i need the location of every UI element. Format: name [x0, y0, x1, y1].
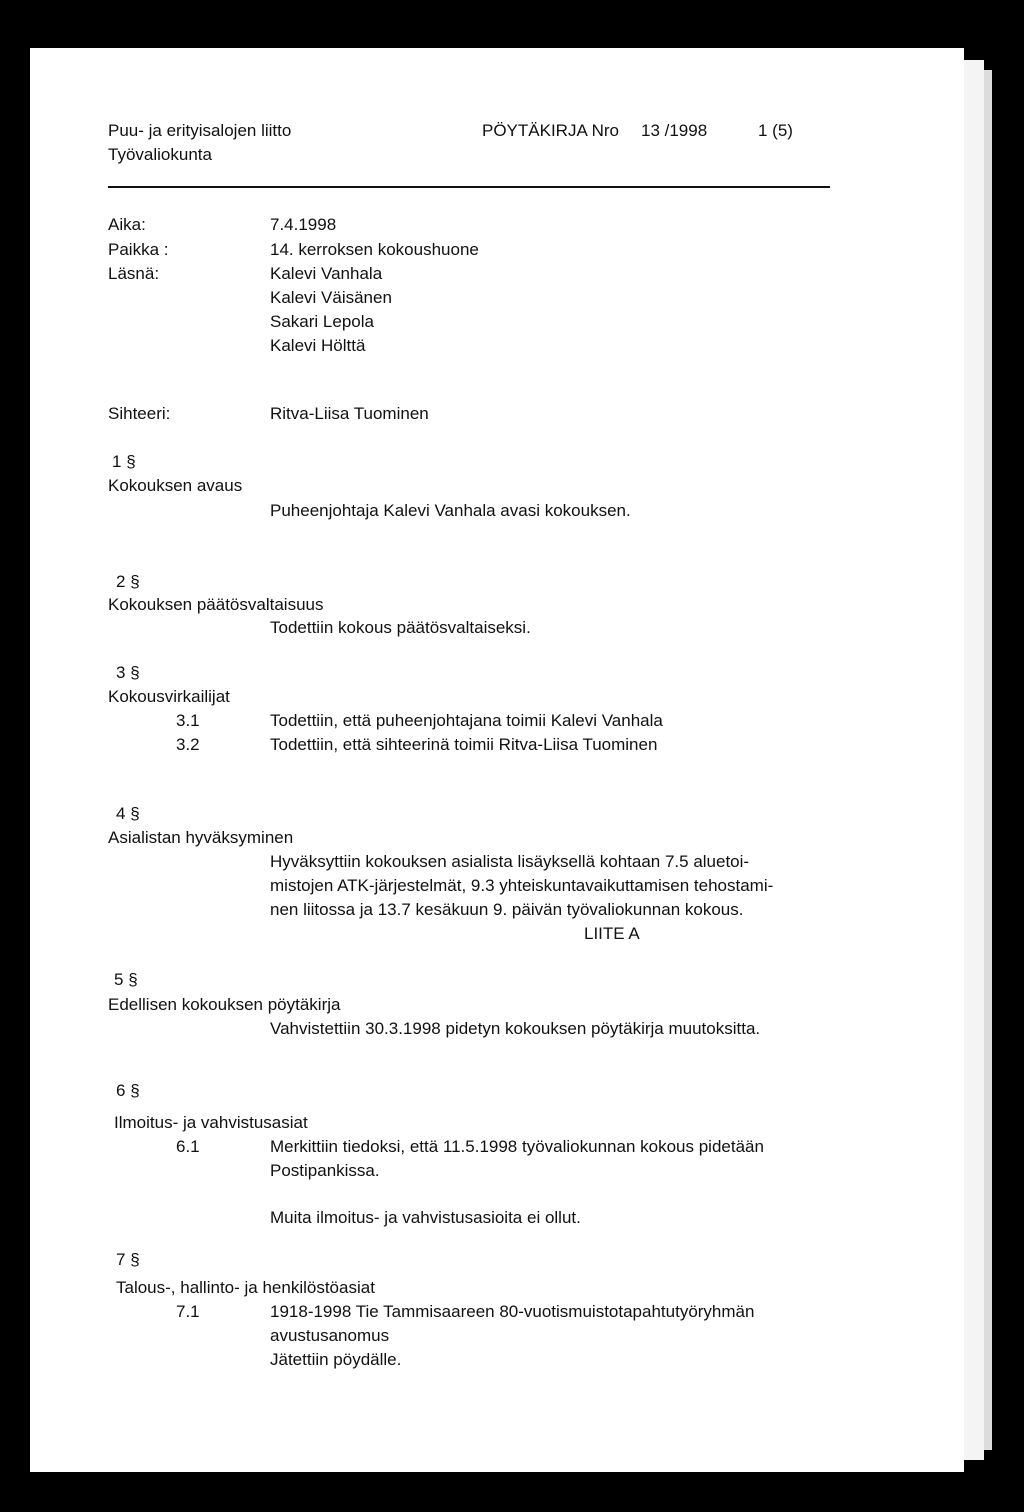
section-text-line: Hyväksyttiin kokouksen asialista lisäyksellä kohtaan 7.5 aluetoi- — [270, 852, 750, 871]
item-text: Postipankissa. — [270, 1161, 380, 1180]
section-text: Puheenjohtaja Kalevi Vanhala avasi kokouksen. — [270, 501, 631, 520]
org-name: Puu- ja erityisalojen liitto — [108, 121, 292, 140]
section-number: 6 § — [116, 1081, 140, 1100]
attachment-label: LIITE A — [584, 924, 640, 943]
present-member: Kalevi Väisänen — [270, 288, 392, 307]
document-page — [30, 48, 964, 1472]
section-text-line: mistojen ATK-järjestelmät, 9.3 yhteiskuntavaikuttamisen tehostami- — [270, 876, 774, 895]
section-title: Asialistan hyväksyminen — [108, 828, 294, 847]
section-title: Edellisen kokouksen pöytäkirja — [108, 995, 341, 1014]
item-number: 3.1 — [176, 711, 200, 730]
section-number: 3 § — [116, 663, 140, 682]
doc-number: 13 /1998 — [641, 121, 708, 140]
page-edge-shadow — [984, 70, 992, 1450]
item-text: Todettiin, että puheenjohtajana toimii Kalevi Vanhala — [270, 711, 663, 730]
item-text: Merkittiin tiedoksi, että 11.5.1998 työvaliokunnan kokous pidetään — [270, 1137, 764, 1156]
section-sign-icon: § — [130, 1250, 140, 1269]
item-text: Jätettiin pöydälle. — [270, 1350, 402, 1369]
present-member: Kalevi Hölttä — [270, 336, 366, 355]
item-number: 3.2 — [176, 735, 200, 754]
section-number: 5 § — [114, 970, 138, 989]
header-rule — [108, 186, 830, 188]
section-sign-icon: § — [130, 572, 140, 591]
section-number: 7 § — [116, 1250, 140, 1269]
secretary-label: Sihteeri: — [108, 404, 171, 423]
section-text: Vahvistettiin 30.3.1998 pidetyn kokouksen pöytäkirja muutoksitta. — [270, 1019, 761, 1038]
item-number: 6.1 — [176, 1137, 200, 1156]
section-number: 1 § — [112, 452, 136, 471]
section-sign-icon: § — [130, 1081, 140, 1100]
item-text: Todettiin, että sihteerinä toimii Ritva-Liisa Tuominen — [270, 735, 658, 754]
section-title: Kokouksen avaus — [108, 476, 243, 495]
section-note: Muita ilmoitus- ja vahvistusasioita ei ollut. — [270, 1208, 581, 1227]
section-title: Ilmoitus- ja vahvistusasiat — [114, 1113, 308, 1132]
section-number: 2 § — [116, 572, 140, 591]
section-sign-icon: § — [130, 804, 140, 823]
unit-name: Työvaliokunta — [108, 145, 212, 164]
present-member: Kalevi Vanhala — [270, 264, 383, 283]
present-member: Sakari Lepola — [270, 312, 374, 331]
place-label: Paikka : — [108, 240, 169, 259]
item-number: 7.1 — [176, 1302, 200, 1321]
section-text-line: nen liitossa ja 13.7 kesäkuun 9. päivän työvaliokunnan kokous. — [270, 900, 744, 919]
section-title: Kokousvirkailijat — [108, 687, 230, 706]
place-value: 14. kerroksen kokoushuone — [270, 240, 479, 259]
time-label: Aika: — [108, 215, 146, 234]
present-label: Läsnä: — [108, 264, 160, 283]
section-sign-icon: § — [130, 663, 140, 682]
section-sign-icon: § — [128, 970, 138, 989]
page-edge — [964, 60, 984, 1460]
section-title: Kokouksen päätösvaltaisuus — [108, 595, 324, 614]
section-title: Talous-, hallinto- ja henkilöstöasiat — [116, 1278, 375, 1297]
section-text: Todettiin kokous päätösvaltaiseksi. — [270, 618, 531, 637]
time-value: 7.4.1998 — [270, 215, 337, 234]
section-number: 4 § — [116, 804, 140, 823]
section-sign-icon: § — [126, 452, 136, 471]
secretary-value: Ritva-Liisa Tuominen — [270, 404, 429, 423]
item-text: 1918-1998 Tie Tammisaareen 80-vuotismuistotapahtutyöryhmän — [270, 1302, 755, 1321]
page-number: 1 (5) — [758, 121, 793, 140]
doc-title: PÖYTÄKIRJA Nro — [482, 121, 619, 140]
item-text: avustusanomus — [270, 1326, 390, 1345]
